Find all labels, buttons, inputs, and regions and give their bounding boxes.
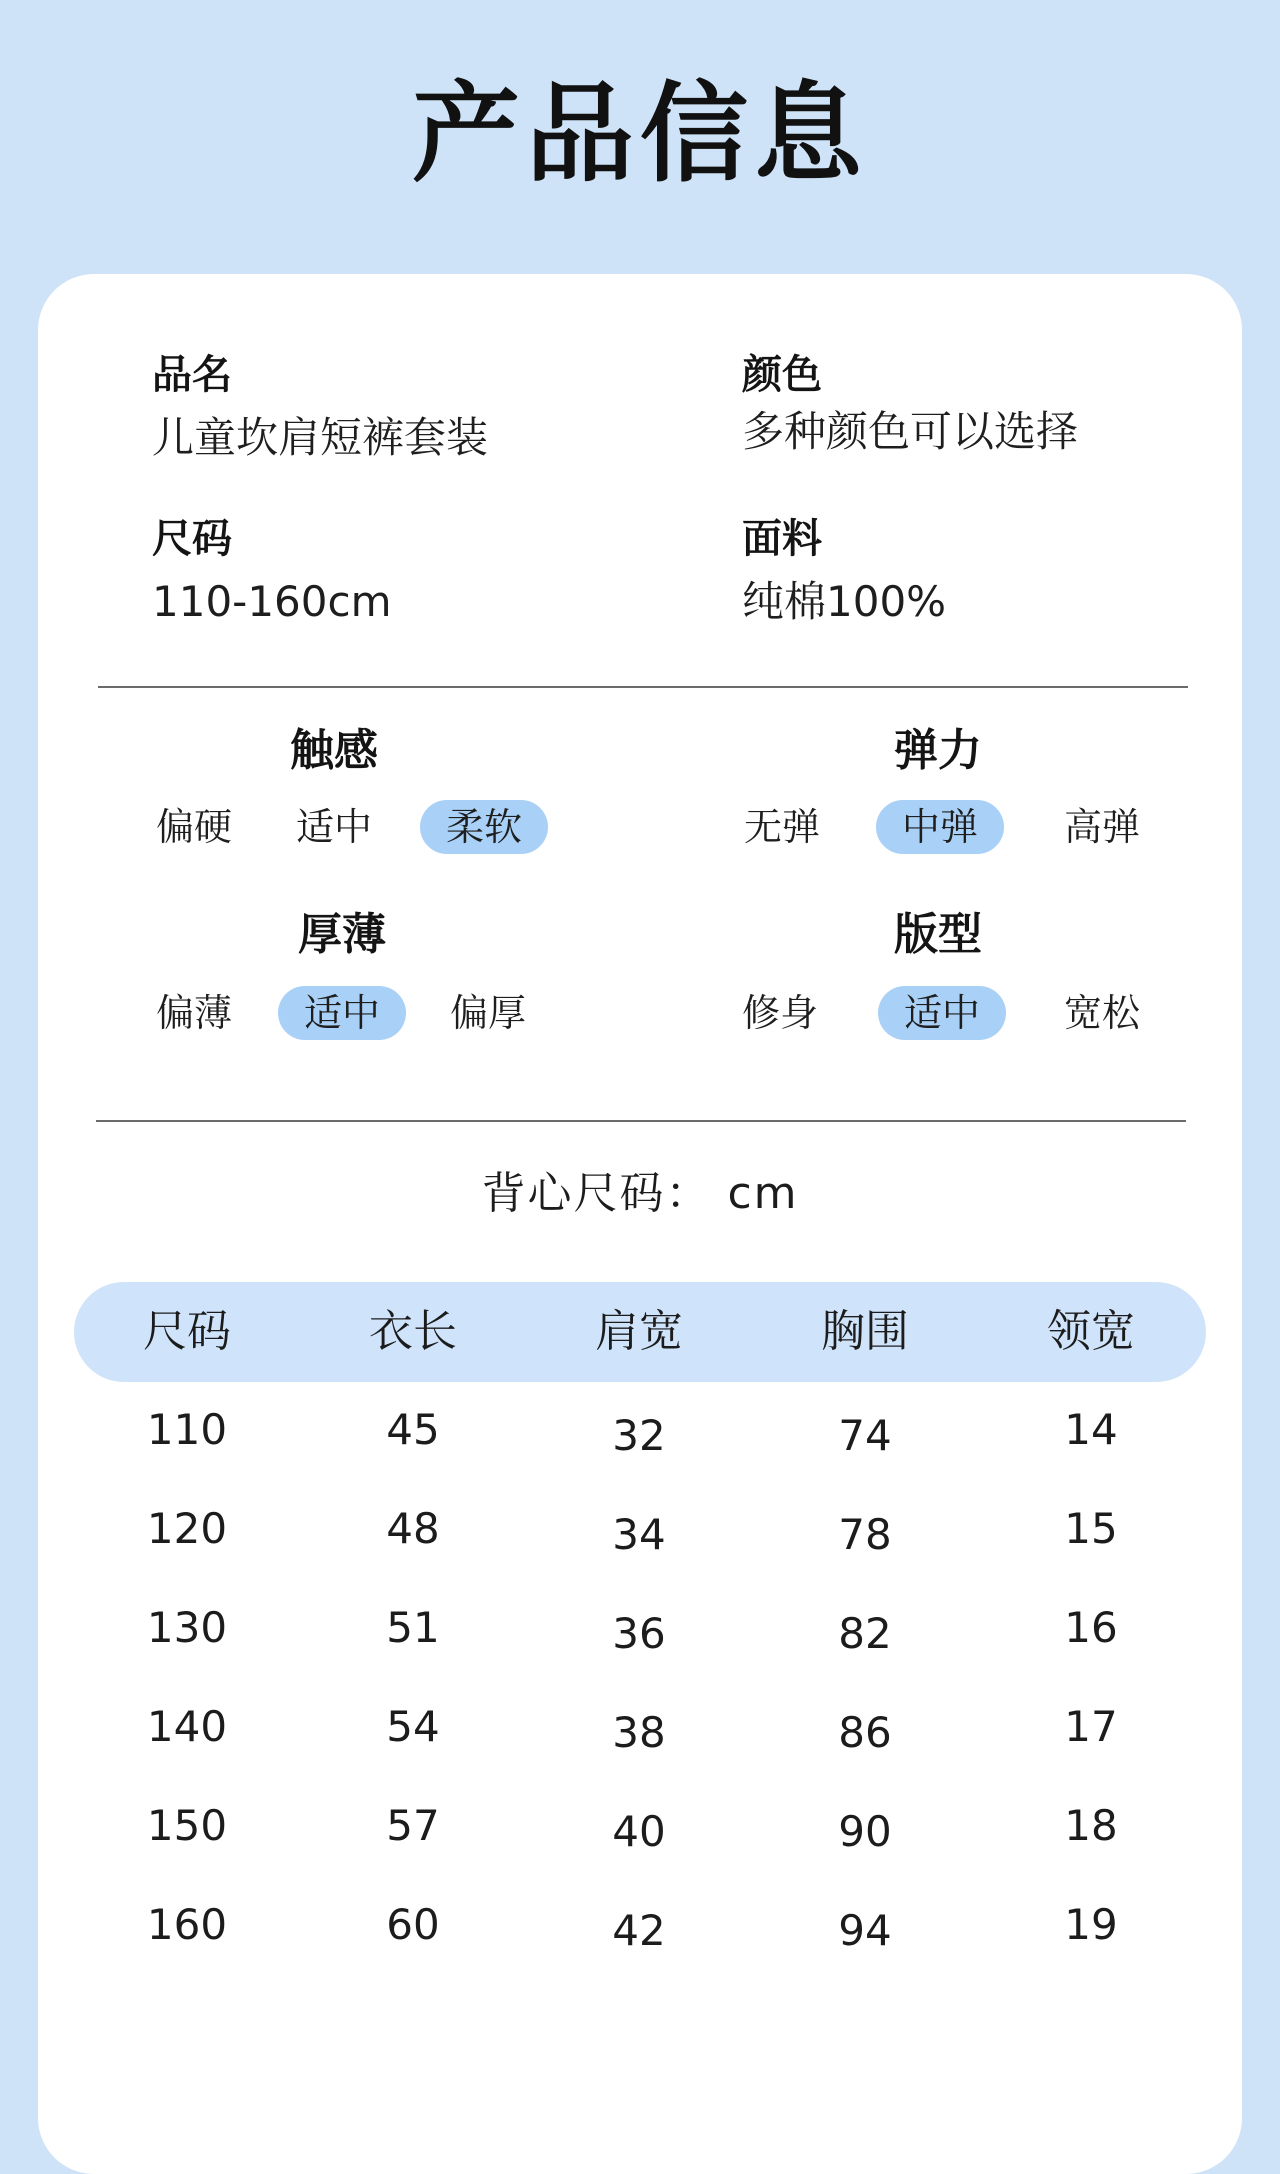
size-table-cell: 130 (146, 1603, 228, 1652)
page-title: 产品信息 (411, 72, 868, 197)
size-table-header-cell: 肩宽 (595, 1306, 683, 1357)
size-table-cell: 94 (838, 1906, 892, 1955)
info-name-value: 儿童坎肩短裤套装 (152, 413, 489, 462)
info-color (742, 350, 1078, 460)
attr-fit-option-selected: 适中 (878, 986, 1006, 1040)
size-table-header-cell: 胸围 (821, 1306, 909, 1357)
size-table-cell: 38 (612, 1708, 666, 1757)
attr-thickness-option: 偏薄 (155, 991, 232, 1035)
attr-thickness-title: 厚薄 (298, 909, 386, 960)
info-fabric-value: 纯棉100% (742, 577, 947, 626)
size-table-cell: 16 (1064, 1603, 1118, 1652)
info-size-value: 110-160cm (152, 577, 392, 626)
attr-fit-title: 版型 (894, 909, 982, 960)
size-table-cell: 110 (146, 1405, 228, 1454)
size-table-header-cell: 领宽 (1047, 1306, 1135, 1357)
size-table-cell: 40 (612, 1807, 666, 1856)
size-table-cell: 15 (1064, 1504, 1118, 1553)
attr-fit-option: 修身 (741, 991, 818, 1035)
info-name (152, 350, 488, 466)
size-table-cell: 160 (146, 1900, 228, 1949)
size-table-cell: 140 (146, 1702, 228, 1751)
size-table-cell: 120 (146, 1504, 228, 1553)
attr-feel-title: 触感 (290, 725, 378, 776)
product-info-card (38, 274, 1242, 2174)
attr-thickness-option-selected: 适中 (278, 986, 406, 1040)
size-table-cell: 18 (1064, 1801, 1118, 1850)
size-table-cell: 86 (838, 1708, 892, 1757)
attr-elasticity-option: 高弹 (1063, 805, 1140, 849)
size-table-cell: 19 (1064, 1900, 1118, 1949)
info-size-label: 尺码 (152, 516, 232, 562)
size-table-cell: 42 (612, 1906, 666, 1955)
size-table-cell: 54 (386, 1702, 440, 1751)
attr-thickness-option: 偏厚 (449, 991, 526, 1035)
size-table-cell: 78 (838, 1510, 892, 1559)
info-color-label: 颜色 (742, 352, 822, 398)
attr-feel-option: 偏硬 (155, 805, 232, 849)
size-table-header (74, 1282, 1206, 1382)
size-table-cell: 57 (386, 1801, 440, 1850)
size-table-cell: 14 (1064, 1405, 1118, 1454)
attr-elasticity-option: 无弹 (743, 805, 820, 849)
size-table-cell: 45 (386, 1405, 440, 1454)
divider-bottom (96, 1120, 1186, 1122)
attr-elasticity-title: 弹力 (894, 725, 982, 776)
size-table-cell: 48 (386, 1504, 440, 1553)
attr-elasticity-option-selected: 中弹 (876, 800, 1004, 854)
info-fabric-label: 面料 (742, 516, 822, 562)
size-table-header-cell: 尺码 (143, 1306, 231, 1357)
info-color-value: 多种颜色可以选择 (742, 407, 1079, 456)
attr-fit-option: 宽松 (1063, 991, 1140, 1035)
attr-feel-option-selected: 柔软 (420, 800, 548, 854)
size-table-cell: 17 (1064, 1702, 1118, 1751)
size-table-cell: 90 (838, 1807, 892, 1856)
size-table-header-cell: 衣长 (369, 1306, 457, 1357)
size-table-cell: 32 (612, 1411, 666, 1460)
info-size (152, 514, 392, 630)
size-table-cell: 60 (386, 1900, 440, 1949)
size-table-cell: 82 (838, 1609, 892, 1658)
size-chart-title: 背心尺码： cm (481, 1168, 799, 1219)
size-table-cell: 51 (386, 1603, 440, 1652)
size-table-cell: 150 (146, 1801, 228, 1850)
size-table-cell: 34 (612, 1510, 666, 1559)
size-table-cell: 36 (612, 1609, 666, 1658)
size-table-cell: 74 (838, 1411, 892, 1460)
info-fabric (742, 514, 946, 630)
divider-top (98, 686, 1188, 688)
attr-feel-option: 适中 (295, 805, 372, 849)
info-name-label: 品名 (152, 352, 232, 398)
